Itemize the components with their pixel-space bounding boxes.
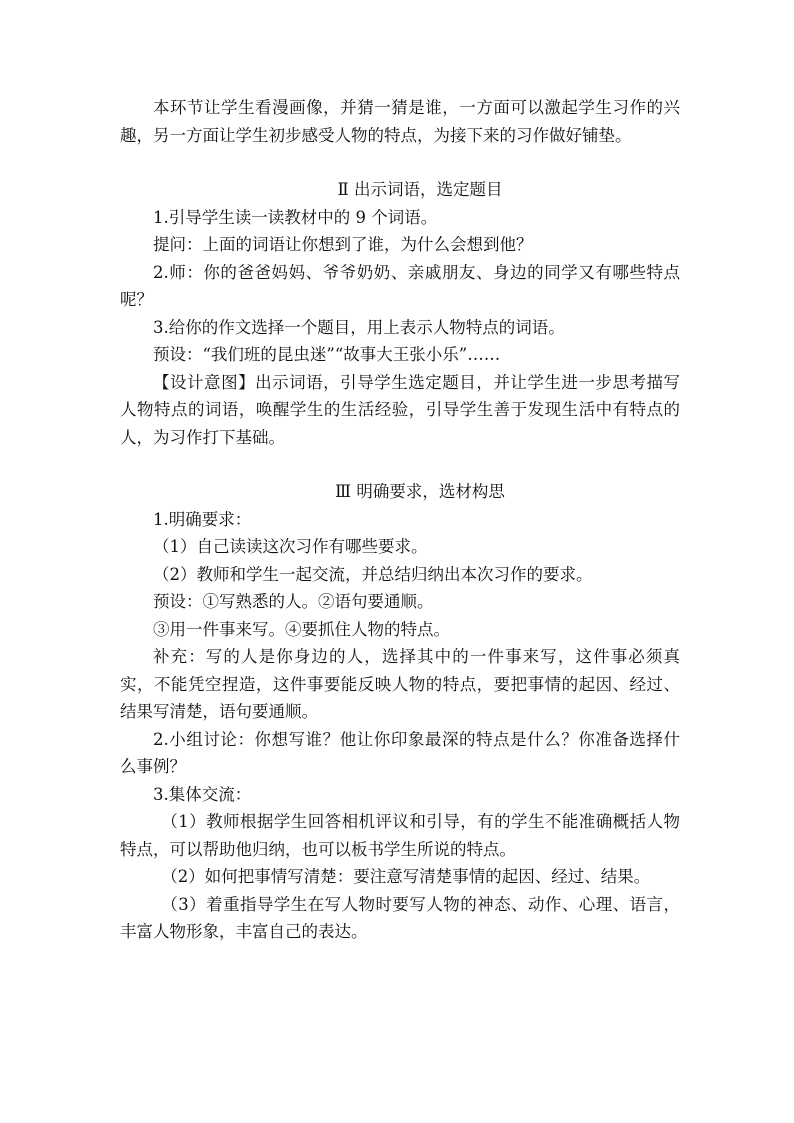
spacer	[120, 451, 680, 478]
section-3-item: 2.小组讨论：你想写谁？他让你印象最深的特点是什么？你准备选择什么事例？	[120, 729, 680, 776]
section-3-item: （2）教师和学生一起交流，并总结归纳出本次习作的要求。	[153, 564, 593, 584]
intro-paragraph: 本环节让学生看漫画像，并猜一猜是谁，一方面可以激起学生习作的兴趣，另一方面让学生初步感受人物的特点，为接下来的习作做好铺垫。	[120, 98, 680, 145]
section-3-item: 3.集体交流：	[153, 784, 252, 804]
section-3-heading: Ⅲ 明确要求，选材构思	[335, 482, 505, 501]
section-2-heading: Ⅱ 出示词语，选定题目	[337, 180, 503, 199]
section-3-item: 补充：写的人是你身边的人，选择其中的一件事来写，这件事必须真实，不能凭空捏造，这件事要能反映人物的特点，要把事情的起因、经过、结果写清楚，语句要通顺。	[120, 647, 680, 721]
section-3-item: （1）教师根据学生回答相机评议和引导，有的学生不能准确概括人物特点，可以帮助他归纳，也可以板书学生所说的特点。	[120, 812, 680, 859]
section-3-item: （1）自己读读这次习作有哪些要求。	[153, 537, 428, 556]
section-2-item: 提问：上面的词语让你想到了谁，为什么会想到他？	[153, 235, 533, 254]
section-2-item: 预设：“我们班的昆虫迷”“故事大王张小乐”……	[153, 345, 501, 364]
design-intent-paragraph: 【设计意图】出示词语，引导学生选定题目，并让学生进一步思考描写人物特点的词语，唤醒学生的生活经验，引导学生善于发现生活中有特点的人，为习作打下基础。	[120, 372, 680, 447]
document-page	[120, 94, 680, 946]
section-2-item: 1.引导学生读一读教材中的 9 个词语。	[153, 207, 438, 227]
spacer	[120, 149, 680, 176]
section-3-item: ③用一件事来写。④要抓住人物的特点。	[153, 619, 450, 639]
section-3-item: （3）着重指导学生在写人物时要写人物的神态、动作、心理、语言，丰富人物形象，丰富自己的表达。	[120, 894, 680, 941]
section-2-item: 3.给你的作文选择一个题目，用上表示人物特点的词语。	[153, 317, 565, 337]
section-3-item: 预设：①写熟悉的人。②语句要通顺。	[153, 592, 434, 611]
section-2-item: 2.师：你的爸爸妈妈、爷爷奶奶、亲戚朋友、身边的同学又有哪些特点呢？	[120, 262, 680, 309]
section-3-item: 1.明确要求：	[153, 509, 252, 529]
section-3-item: （2）如何把事情写清楚：要注意写清楚事情的起因、经过、结果。	[161, 867, 651, 886]
